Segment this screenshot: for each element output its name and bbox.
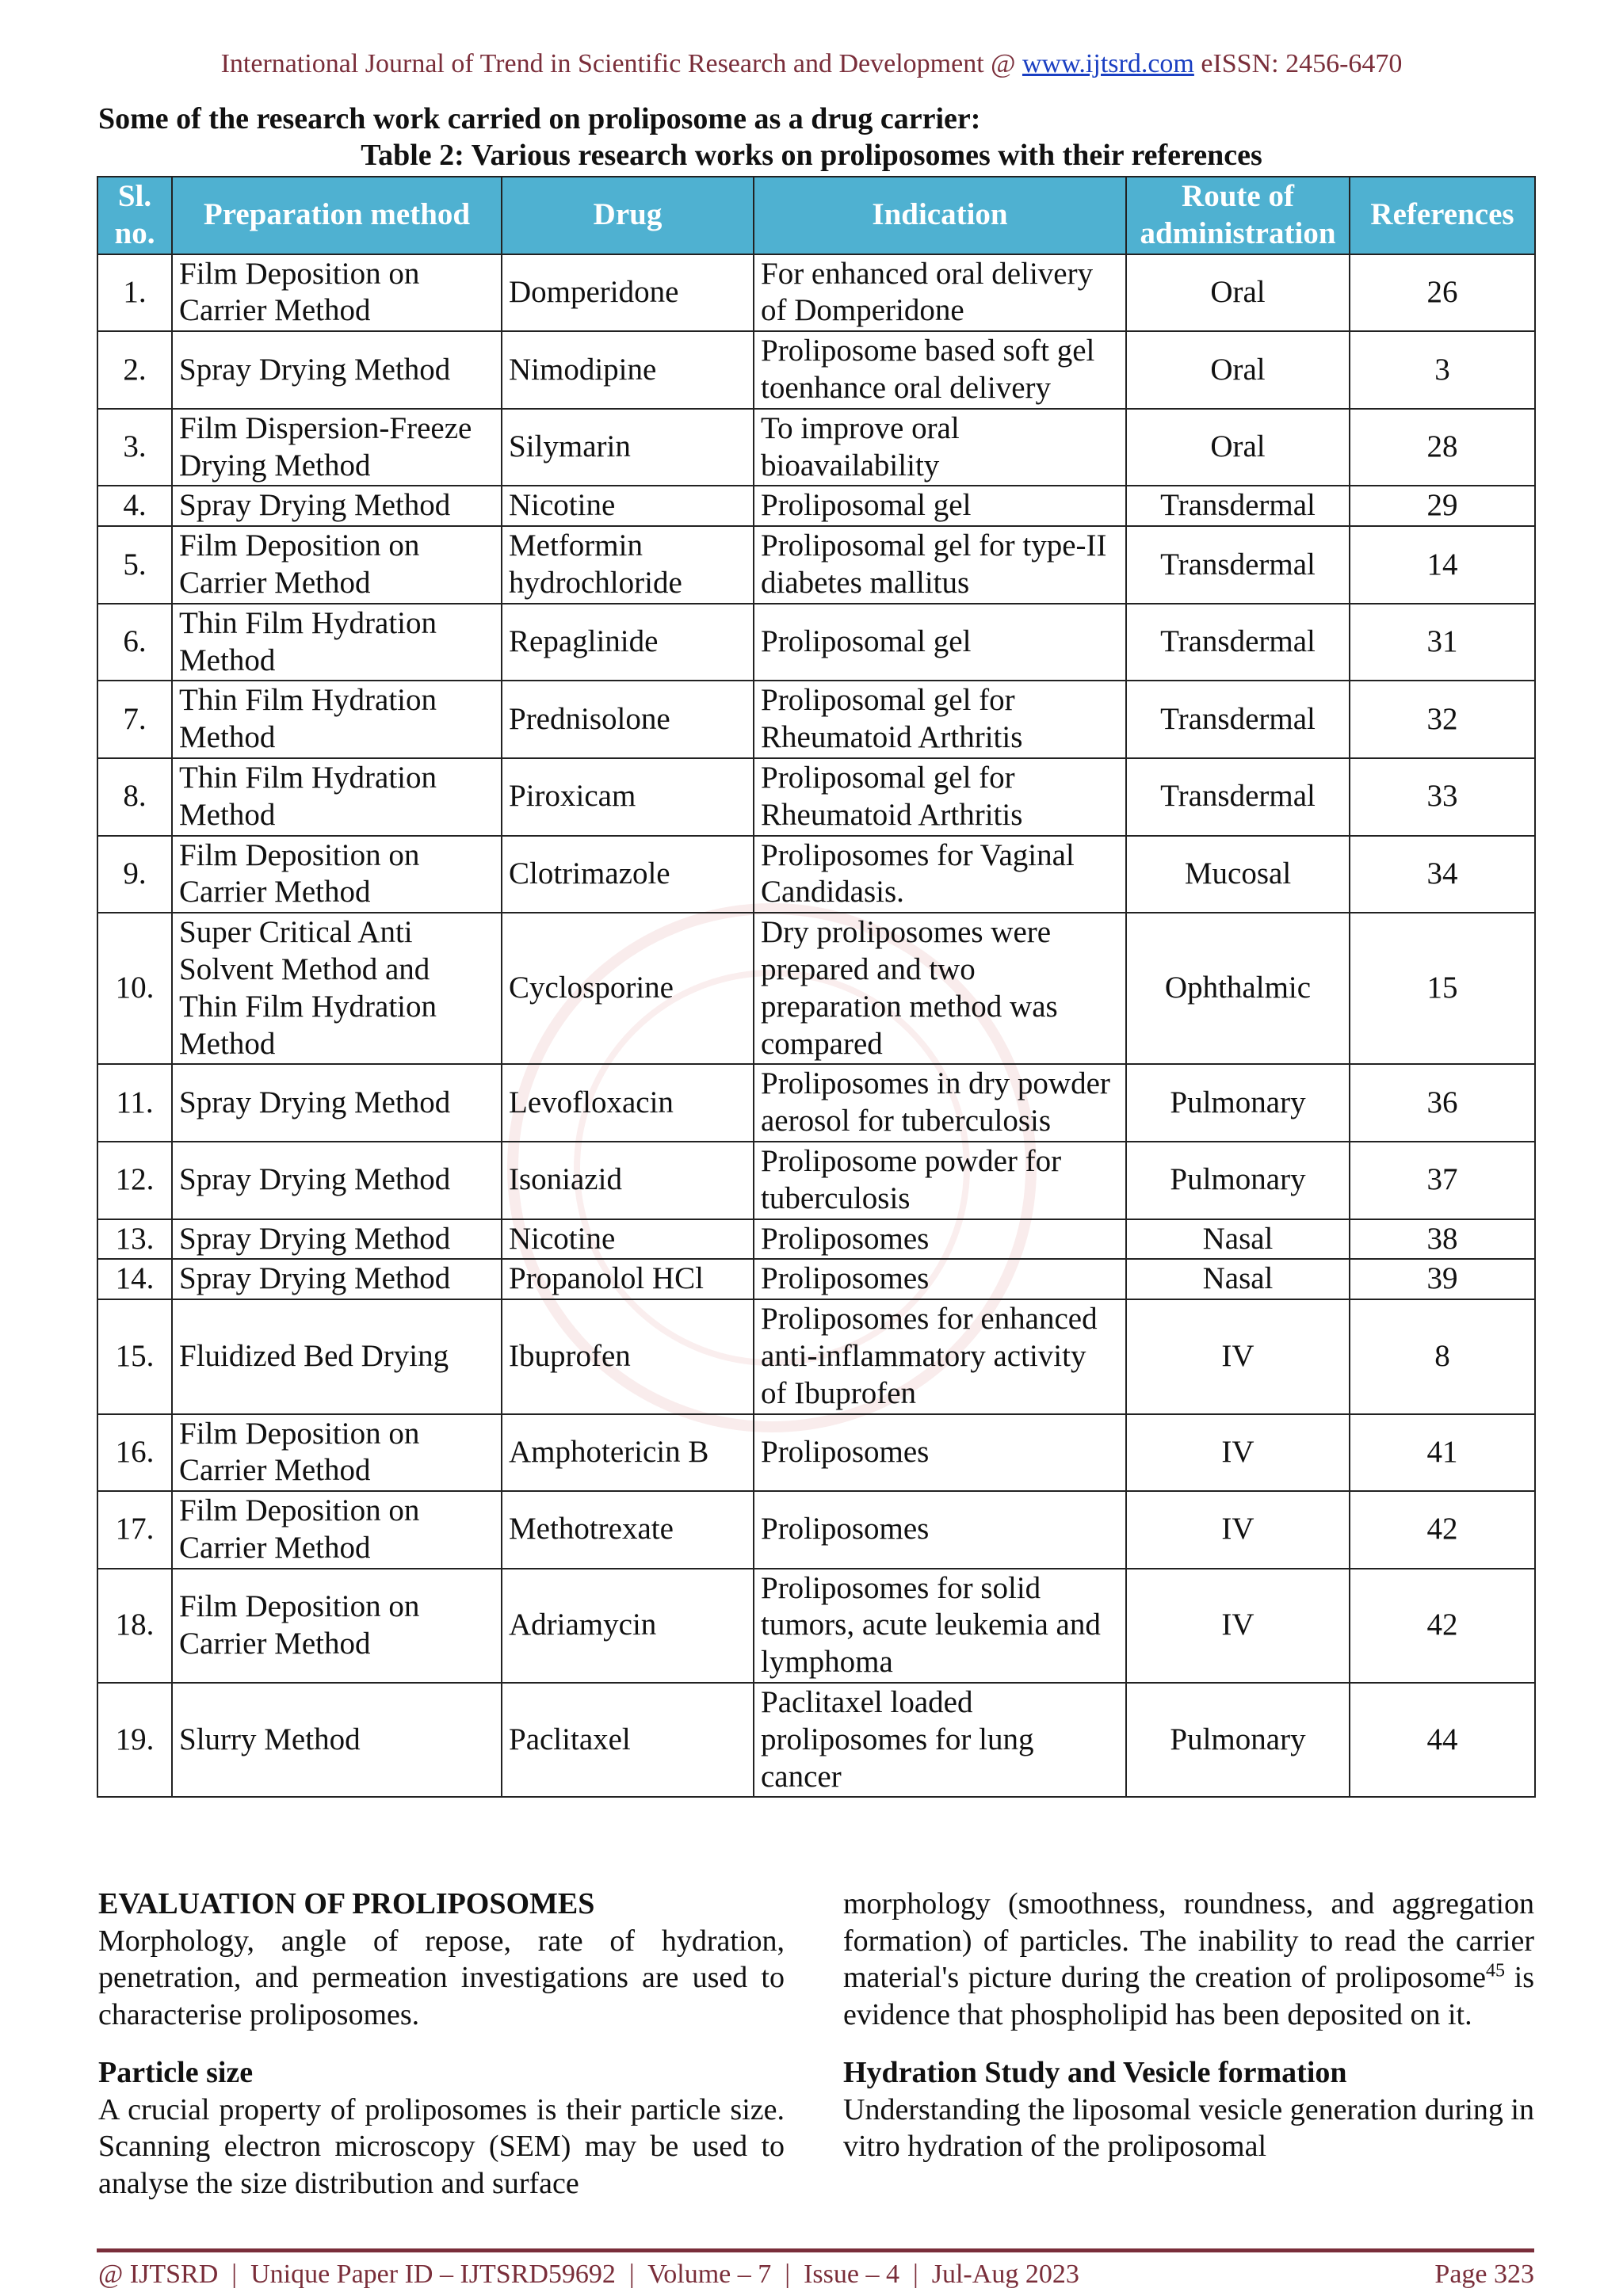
reference-cell: 26 [1350, 254, 1535, 332]
table-row [97, 331, 1535, 409]
preparation-method-cell: Film Deposition on Carrier Method [172, 254, 502, 332]
indication-cell: Proliposomes [754, 1219, 1126, 1260]
table-row [97, 486, 1535, 526]
right-column [843, 1886, 1534, 2175]
table-row [97, 1142, 1535, 1219]
drug-cell: Propanolol HCl [502, 1259, 754, 1299]
hydration-heading: Hydration Study and Vesicle formation [843, 2055, 1347, 2089]
reference-cell: 28 [1350, 409, 1535, 486]
sl-no-cell: 11. [97, 1064, 172, 1142]
indication-cell: Proliposomes in dry powder aerosol for tuberculosis [754, 1064, 1126, 1142]
table-row [97, 913, 1535, 1064]
route-cell: Transdermal [1126, 486, 1350, 526]
column-header: Indication [754, 177, 1126, 254]
route-cell: IV [1126, 1491, 1350, 1569]
reference-cell: 29 [1350, 486, 1535, 526]
drug-cell: Silymarin [502, 409, 754, 486]
route-cell: Pulmonary [1126, 1683, 1350, 1797]
indication-cell: Proliposomal gel for Rheumatoid Arthritis [754, 681, 1126, 758]
preparation-method-cell: Thin Film Hydration Method [172, 681, 502, 758]
particle-size-text: A crucial property of proliposomes is their particle size. Scanning electron microscopy (SEM) may be used to analyse the size distribution and surface [98, 2092, 785, 2201]
route-cell: IV [1126, 1299, 1350, 1413]
section-heading: EVALUATION OF PROLIPOSOMES [98, 1887, 595, 1920]
sl-no-cell: 10. [97, 913, 172, 1064]
sl-no-cell: 12. [97, 1142, 172, 1219]
footer-info: @ IJTSRD | Unique Paper ID – IJTSRD59692 | Volume – 7 | Issue – 4 | Jul-Aug 2023 [98, 2260, 1079, 2289]
reference-cell: 36 [1350, 1064, 1535, 1142]
drug-cell: Adriamycin [502, 1569, 754, 1683]
table-caption: Table 2: Various research works on proliposomes with their references [361, 139, 1262, 172]
route-cell: Mucosal [1126, 836, 1350, 913]
drug-cell: Ibuprofen [502, 1299, 754, 1413]
reference-cell: 14 [1350, 526, 1535, 604]
table-row [97, 526, 1535, 604]
route-cell: Ophthalmic [1126, 913, 1350, 1064]
drug-cell: Metformin hydrochloride [502, 526, 754, 604]
column-header: Preparation method [172, 177, 502, 254]
sl-no-cell: 18. [97, 1569, 172, 1683]
preparation-method-cell: Spray Drying Method [172, 1142, 502, 1219]
table-row [97, 836, 1535, 913]
indication-cell: Proliposomal gel [754, 604, 1126, 681]
route-cell: Oral [1126, 254, 1350, 332]
preparation-method-cell: Spray Drying Method [172, 486, 502, 526]
sl-no-cell: 2. [97, 331, 172, 409]
route-cell: Transdermal [1126, 758, 1350, 836]
route-cell: Transdermal [1126, 526, 1350, 604]
sl-no-cell: 8. [97, 758, 172, 836]
footer-divider [97, 2248, 1534, 2252]
header-prefix: International Journal of Trend in Scientific Research and Development @ [220, 49, 1022, 78]
route-cell: Transdermal [1126, 604, 1350, 681]
table-row [97, 1683, 1535, 1797]
table-row [97, 1569, 1535, 1683]
sl-no-cell: 4. [97, 486, 172, 526]
drug-cell: Paclitaxel [502, 1683, 754, 1797]
indication-cell: Proliposomal gel for type-II diabetes mallitus [754, 526, 1126, 604]
drug-cell: Levofloxacin [502, 1064, 754, 1142]
sl-no-cell: 13. [97, 1219, 172, 1260]
indication-cell: Proliposomes [754, 1491, 1126, 1569]
route-cell: Nasal [1126, 1219, 1350, 1260]
table-row [97, 604, 1535, 681]
indication-cell: Dry proliposomes were prepared and two preparation method was compared [754, 913, 1126, 1064]
hydration-text: Understanding the liposomal vesicle generation during in vitro hydration of the proliposomal [843, 2092, 1534, 2164]
journal-link[interactable]: www.ijtsrd.com [1022, 49, 1194, 78]
reference-cell: 44 [1350, 1683, 1535, 1797]
sl-no-cell: 9. [97, 836, 172, 913]
sl-no-cell: 16. [97, 1414, 172, 1492]
preparation-method-cell: Film Deposition on Carrier Method [172, 836, 502, 913]
drug-cell: Cyclosporine [502, 913, 754, 1064]
column-header: Drug [502, 177, 754, 254]
indication-cell: Proliposomes [754, 1414, 1126, 1492]
page-number: Page 323 [1434, 2260, 1534, 2289]
indication-cell: Proliposomes for Vaginal Candidasis. [754, 836, 1126, 913]
column-header: Sl. no. [97, 177, 172, 254]
preparation-method-cell: Film Deposition on Carrier Method [172, 526, 502, 604]
table-row [97, 1219, 1535, 1260]
reference-cell: 37 [1350, 1142, 1535, 1219]
reference-cell: 39 [1350, 1259, 1535, 1299]
indication-cell: Proliposome powder for tuberculosis [754, 1142, 1126, 1219]
drug-cell: Isoniazid [502, 1142, 754, 1219]
sl-no-cell: 15. [97, 1299, 172, 1413]
table-row [97, 1414, 1535, 1492]
preparation-method-cell: Spray Drying Method [172, 1259, 502, 1299]
table-header-row [97, 177, 1535, 254]
reference-cell: 42 [1350, 1569, 1535, 1683]
reference-cell: 38 [1350, 1219, 1535, 1260]
indication-cell: Proliposomes for solid tumors, acute leukemia and lymphoma [754, 1569, 1126, 1683]
sl-no-cell: 14. [97, 1259, 172, 1299]
route-cell: Pulmonary [1126, 1064, 1350, 1142]
drug-cell: Repaglinide [502, 604, 754, 681]
indication-cell: Proliposomes [754, 1259, 1126, 1299]
indication-cell: Paclitaxel loaded proliposomes for lung cancer [754, 1683, 1126, 1797]
table-row [97, 1064, 1535, 1142]
preparation-method-cell: Fluidized Bed Drying [172, 1299, 502, 1413]
drug-cell: Methotrexate [502, 1491, 754, 1569]
drug-cell: Domperidone [502, 254, 754, 332]
route-cell: IV [1126, 1569, 1350, 1683]
preparation-method-cell: Film Deposition on Carrier Method [172, 1414, 502, 1492]
indication-cell: Proliposomal gel for Rheumatoid Arthritis [754, 758, 1126, 836]
reference-cell: 32 [1350, 681, 1535, 758]
table-row [97, 758, 1535, 836]
route-cell: Transdermal [1126, 681, 1350, 758]
sl-no-cell: 3. [97, 409, 172, 486]
morphology-text [843, 1886, 1534, 2034]
drug-cell: Clotrimazole [502, 836, 754, 913]
table-row [97, 254, 1535, 332]
table-row [97, 1299, 1535, 1413]
morphology-text-b: is evidence that phospholipid has been deposited on it. [843, 1961, 1534, 2032]
route-cell: Oral [1126, 409, 1350, 486]
route-cell: Pulmonary [1126, 1142, 1350, 1219]
reference-cell: 42 [1350, 1491, 1535, 1569]
indication-cell: For enhanced oral delivery of Domperidone [754, 254, 1126, 332]
table-body [97, 254, 1535, 1798]
journal-header [0, 49, 1623, 79]
reference-cell: 8 [1350, 1299, 1535, 1413]
preparation-method-cell: Spray Drying Method [172, 1219, 502, 1260]
preparation-method-cell: Spray Drying Method [172, 1064, 502, 1142]
table-row [97, 1491, 1535, 1569]
table-row [97, 1259, 1535, 1299]
morphology-text-a: morphology (smoothness, roundness, and aggregation formation) of particles. The inability to read the carrier material's picture during the creation of proliposome [843, 1887, 1534, 1995]
column-header: Route of administration [1126, 177, 1350, 254]
drug-cell: Nimodipine [502, 331, 754, 409]
reference-cell: 3 [1350, 331, 1535, 409]
table-row [97, 409, 1535, 486]
sl-no-cell: 6. [97, 604, 172, 681]
reference-cell: 41 [1350, 1414, 1535, 1492]
indication-cell: Proliposome based soft gel toenhance oral delivery [754, 331, 1126, 409]
reference-cell: 33 [1350, 758, 1535, 836]
reference-superscript: 45 [1486, 1960, 1506, 1981]
preparation-method-cell: Film Deposition on Carrier Method [172, 1569, 502, 1683]
drug-cell: Nicotine [502, 1219, 754, 1260]
preparation-method-cell: Film Dispersion-Freeze Drying Method [172, 409, 502, 486]
indication-cell: Proliposomes for enhanced anti-inflammatory activity of Ibuprofen [754, 1299, 1126, 1413]
drug-cell: Nicotine [502, 486, 754, 526]
column-header: References [1350, 177, 1535, 254]
preparation-method-cell: Thin Film Hydration Method [172, 758, 502, 836]
research-table [97, 176, 1536, 1798]
drug-cell: Piroxicam [502, 758, 754, 836]
sl-no-cell: 1. [97, 254, 172, 332]
route-cell: Oral [1126, 331, 1350, 409]
left-column [98, 1886, 785, 2212]
preparation-method-cell: Film Deposition on Carrier Method [172, 1491, 502, 1569]
sl-no-cell: 7. [97, 681, 172, 758]
section-text: Morphology, angle of repose, rate of hydration, penetration, and permeation investigations are used to characterise proliposomes. [98, 1924, 785, 2032]
sl-no-cell: 19. [97, 1683, 172, 1797]
indication-cell: Proliposomal gel [754, 486, 1126, 526]
preparation-method-cell: Slurry Method [172, 1683, 502, 1797]
reference-cell: 31 [1350, 604, 1535, 681]
page-footer [98, 2260, 1534, 2290]
preparation-method-cell: Thin Film Hydration Method [172, 604, 502, 681]
table-row [97, 681, 1535, 758]
sl-no-cell: 5. [97, 526, 172, 604]
reference-cell: 34 [1350, 836, 1535, 913]
particle-size-heading: Particle size [98, 2055, 254, 2089]
header-suffix: eISSN: 2456-6470 [1193, 49, 1403, 78]
preparation-method-cell: Super Critical Anti Solvent Method and Thin Film Hydration Method [172, 913, 502, 1064]
route-cell: Nasal [1126, 1259, 1350, 1299]
route-cell: IV [1126, 1414, 1350, 1492]
sl-no-cell: 17. [97, 1491, 172, 1569]
drug-cell: Prednisolone [502, 681, 754, 758]
intro-line: Some of the research work carried on proliposome as a drug carrier: [98, 102, 981, 135]
preparation-method-cell: Spray Drying Method [172, 331, 502, 409]
drug-cell: Amphotericin B [502, 1414, 754, 1492]
reference-cell: 15 [1350, 913, 1535, 1064]
indication-cell: To improve oral bioavailability [754, 409, 1126, 486]
